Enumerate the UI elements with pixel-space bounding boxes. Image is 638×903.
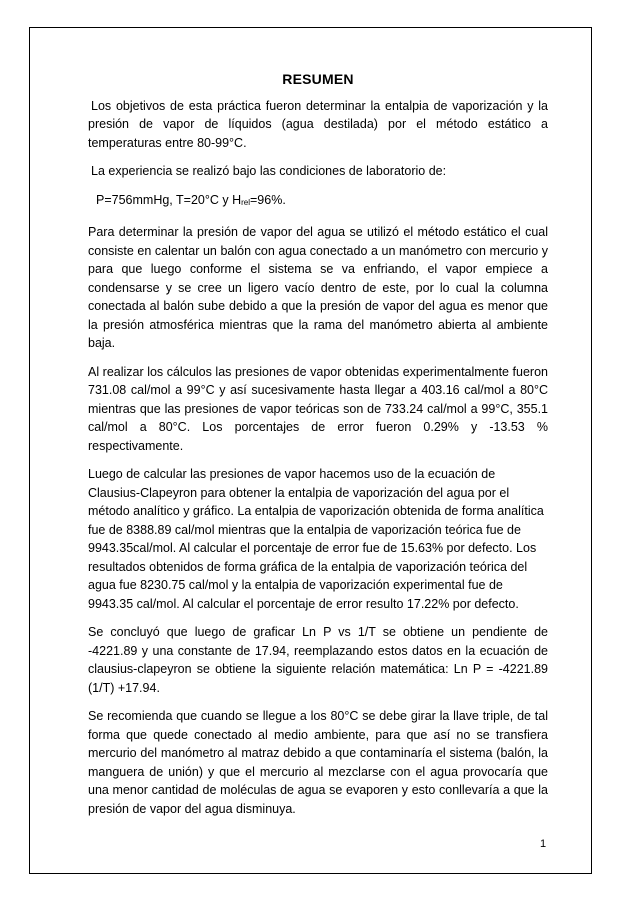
document-body <box>88 70 548 828</box>
paragraph-objectives: Los objetivos de esta práctica fueron determinar la entalpia de vaporización y la presión de vapor de líquidos (agua destilada) por el método estático a temperaturas entre 80-99°C. <box>88 98 548 150</box>
paragraph-conclusion: Se concluyó que luego de graficar Ln P vs 1/T se obtiene un pendiente de -4221.89 y una constante de 17.94, reemplazando estos datos en la ecuación de clausius-clapeyron se obtiene la siguiente relación matemática: Ln P = -4221.89 (1/T) +17.94. <box>88 625 548 695</box>
lab-conditions <box>88 191 548 213</box>
page-number: 1 <box>540 838 547 850</box>
paragraph-results-pressure: Al realizar los cálculos las presiones de vapor obtenidas experimentalmente fueron 731.08 cal/mol a 99°C y así sucesivamente hasta llegar a 403.16 cal/mol a 80°C mientras que las presiones de vapor teóricas son de 733.24 cal/mol a 99°C, 355.1 cal/mol a 80°C. Los porcentajes de error fueron 0.29% y -13.53 % respectivamente. <box>88 364 548 453</box>
lab-conditions-subscript: rel <box>241 197 250 207</box>
lab-conditions-text-end: =96%. <box>250 192 286 207</box>
paragraph-conditions-intro: La experiencia se realizó bajo las condiciones de laboratorio de: <box>91 164 447 178</box>
paragraph-method: Para determinar la presión de vapor del agua se utilizó el método estático el cual consiste en calentar un balón con agua conectado a un manómetro con mercurio y para que luego conforme el sistema se va enfriando, el vapor empiece a condensarse y se cree un ligero vacío dentro de este, por lo cual la columna conectada al balón sube debido a que la presión de vapor del agua es menor que la presión atmosférica mientras que la rama del manómetro abierta al ambiente baja. <box>88 225 548 350</box>
paragraph-results-enthalpy: Luego de calcular las presiones de vapor hacemos uso de la ecuación de Clausius-Clapeyron para obtener la entalpia de vaporización del agua por el método analítico y gráfico. La entalpia de vaporización obtenida de forma analítica fue de 8388.89 cal/mol mientras que la entalpia de vaporización teórica fue de 9943.35cal/mol. Al calcular el porcentaje de error fue de 15.63% por defecto. Los resultados obtenidos de forma gráfica de la entalpia de vaporización teórica del agua fue 8230.75 cal/mol y la entalpia de vaporización experimental fue de 9943.35 cal/mol. Al calcular el porcentaje de error resulto 17.22% por defecto. <box>88 467 544 611</box>
page-title: RESUMEN <box>282 71 354 87</box>
lab-conditions-text: P=756mmHg, T=20°C y H <box>96 192 242 207</box>
paragraph-recommendation: Se recomienda que cuando se llegue a los 80°C se debe girar la llave triple, de tal forma que quede conectado al medio ambiente, para que así no se transfiera mercurio del manómetro al matraz debido a que contaminaría el sistema (balón, la manguera de unión) y que el mercurio al mezclarse con el agua provocaría que una menor cantidad de moléculas de agua se evaporen y esto conllevaría a que la presión de vapor del agua disminuya. <box>88 709 548 816</box>
